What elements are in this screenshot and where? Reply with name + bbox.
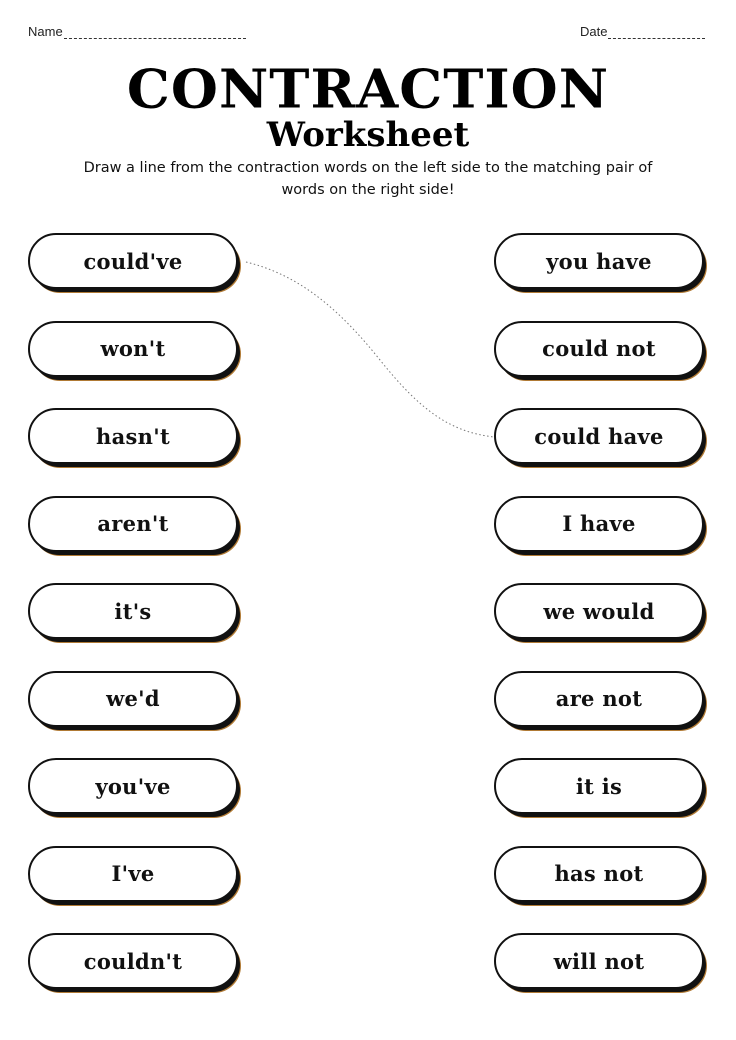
contraction-pill[interactable] (28, 933, 238, 989)
contraction-word: hasn't (96, 423, 170, 449)
worksheet-title: CONTRACTION (126, 57, 610, 121)
word-pair: has not (554, 861, 644, 886)
date-label: Date (580, 24, 608, 39)
contraction-pill[interactable] (28, 496, 238, 552)
word-pair-pill[interactable] (494, 671, 704, 727)
contraction-pill[interactable] (28, 671, 238, 727)
contraction-word: you've (95, 773, 171, 799)
contraction-pill[interactable] (28, 233, 238, 289)
word-pair: will not (553, 948, 645, 974)
contraction-word: aren't (97, 511, 169, 536)
contraction-word: won't (100, 336, 166, 361)
name-field[interactable] (28, 24, 246, 39)
name-line[interactable] (64, 28, 246, 39)
word-pair-pill[interactable] (494, 583, 704, 639)
word-pair-pill[interactable] (494, 408, 704, 464)
name-label: Name (28, 24, 63, 39)
contraction-word: could've (83, 248, 183, 274)
contraction-pill[interactable] (28, 758, 238, 814)
contraction-word: it's (114, 598, 152, 624)
contraction-word: couldn't (83, 948, 183, 974)
word-pair: could have (534, 423, 664, 449)
word-pair-pill[interactable] (494, 496, 704, 552)
word-pair-pill[interactable] (494, 321, 704, 377)
word-pair-pill[interactable] (494, 758, 704, 814)
worksheet-subtitle: Worksheet (266, 115, 470, 155)
contraction-pill[interactable] (28, 408, 238, 464)
instructions: Draw a line from the contraction words on the left side to the matching pair of words on the right side! (83, 160, 653, 198)
contractions-column (28, 233, 238, 1021)
word-pair: I have (562, 511, 636, 536)
word-pair-pill[interactable] (494, 933, 704, 989)
word-pair-pill[interactable] (494, 233, 704, 289)
contraction-word: I've (111, 861, 155, 886)
contraction-pill[interactable] (28, 321, 238, 377)
word-pair-pill[interactable] (494, 846, 704, 902)
date-line[interactable] (608, 28, 705, 39)
word-pair: you have (546, 248, 652, 274)
contraction-pill[interactable] (28, 583, 238, 639)
word-pair: it is (575, 773, 623, 799)
date-field[interactable] (580, 24, 705, 39)
word-pair: could not (542, 336, 656, 361)
word-pair: are not (555, 686, 643, 711)
word-pair: we would (543, 598, 655, 624)
word-pairs-column (494, 233, 704, 1021)
contraction-pill[interactable] (28, 846, 238, 902)
contraction-word: we'd (106, 686, 160, 711)
